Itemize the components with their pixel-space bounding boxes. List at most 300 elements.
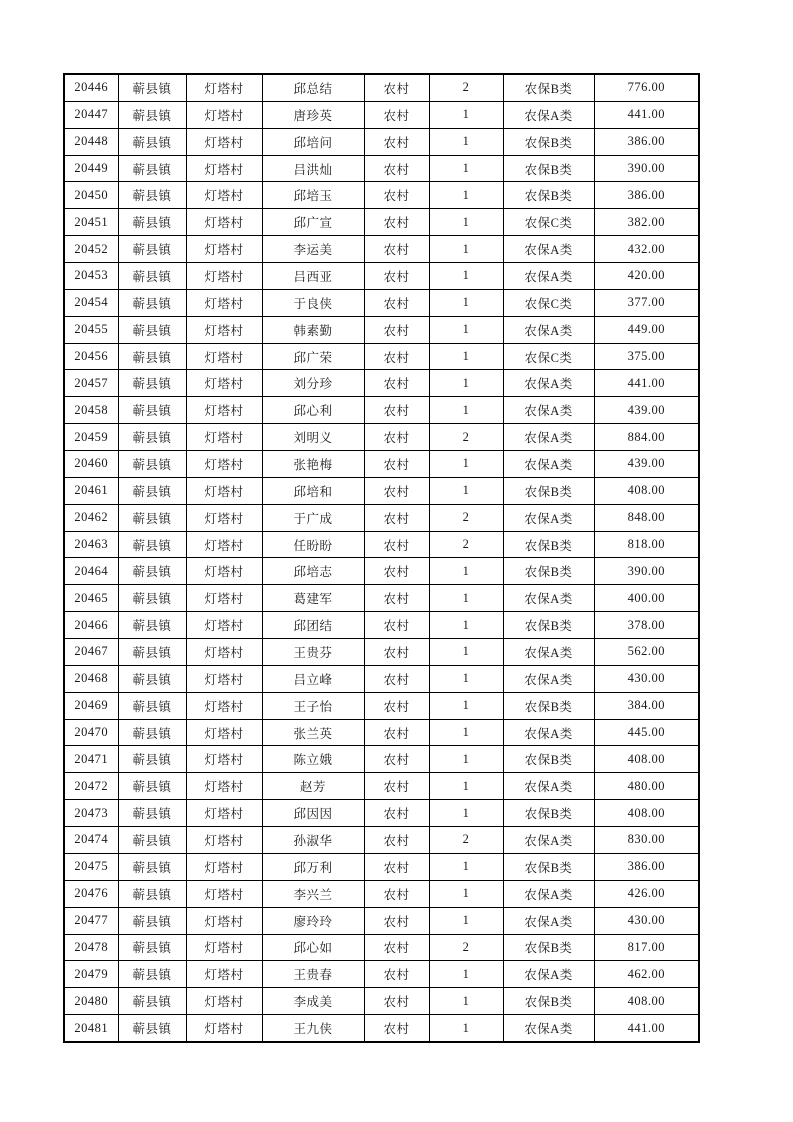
cell-count: 1 [429,370,503,397]
cell-town: 蕲县镇 [118,424,186,451]
cell-insurance_type: 农保A类 [503,316,594,343]
cell-category: 农村 [364,746,429,773]
cell-name: 张艳梅 [262,451,364,478]
cell-amount: 386.00 [594,182,699,209]
cell-town: 蕲县镇 [118,128,186,155]
cell-category: 农村 [364,1015,429,1042]
cell-village: 灯塔村 [186,531,262,558]
cell-count: 1 [429,155,503,182]
cell-amount: 386.00 [594,853,699,880]
cell-name: 王贵芬 [262,639,364,666]
cell-name: 李运美 [262,236,364,263]
cell-count: 1 [429,853,503,880]
cell-count: 1 [429,988,503,1015]
cell-amount: 430.00 [594,907,699,934]
cell-amount: 400.00 [594,585,699,612]
table-row [64,800,699,827]
cell-id: 20470 [64,719,118,746]
cell-count: 1 [429,236,503,263]
cell-name: 刘分珍 [262,370,364,397]
cell-town: 蕲县镇 [118,531,186,558]
cell-amount: 449.00 [594,316,699,343]
cell-id: 20471 [64,746,118,773]
cell-amount: 382.00 [594,209,699,236]
cell-village: 灯塔村 [186,370,262,397]
cell-category: 农村 [364,289,429,316]
cell-amount: 408.00 [594,746,699,773]
cell-count: 1 [429,639,503,666]
table-row [64,907,699,934]
cell-category: 农村 [364,128,429,155]
cell-count: 1 [429,209,503,236]
cell-insurance_type: 农保B类 [503,692,594,719]
cell-id: 20464 [64,558,118,585]
cell-village: 灯塔村 [186,1015,262,1042]
cell-category: 农村 [364,370,429,397]
cell-amount: 426.00 [594,880,699,907]
cell-village: 灯塔村 [186,773,262,800]
cell-category: 农村 [364,504,429,531]
cell-category: 农村 [364,451,429,478]
cell-town: 蕲县镇 [118,907,186,934]
cell-insurance_type: 农保B类 [503,128,594,155]
cell-insurance_type: 农保B类 [503,558,594,585]
cell-village: 灯塔村 [186,800,262,827]
cell-count: 2 [429,934,503,961]
table-row [64,289,699,316]
cell-amount: 432.00 [594,236,699,263]
cell-village: 灯塔村 [186,988,262,1015]
cell-id: 20447 [64,101,118,128]
cell-town: 蕲县镇 [118,692,186,719]
cell-id: 20457 [64,370,118,397]
cell-id: 20469 [64,692,118,719]
table-row [64,719,699,746]
cell-id: 20477 [64,907,118,934]
table-row [64,585,699,612]
cell-id: 20468 [64,665,118,692]
cell-name: 刘明义 [262,424,364,451]
cell-id: 20459 [64,424,118,451]
cell-village: 灯塔村 [186,907,262,934]
cell-id: 20472 [64,773,118,800]
cell-amount: 439.00 [594,451,699,478]
cell-town: 蕲县镇 [118,1015,186,1042]
cell-category: 农村 [364,934,429,961]
cell-count: 1 [429,907,503,934]
cell-insurance_type: 农保A类 [503,424,594,451]
cell-count: 2 [429,74,503,101]
cell-amount: 408.00 [594,988,699,1015]
table-row [64,961,699,988]
table-row [64,451,699,478]
cell-town: 蕲县镇 [118,370,186,397]
cell-town: 蕲县镇 [118,961,186,988]
cell-village: 灯塔村 [186,612,262,639]
cell-name: 邱因因 [262,800,364,827]
cell-insurance_type: 农保A类 [503,263,594,290]
cell-town: 蕲县镇 [118,504,186,531]
cell-id: 20478 [64,934,118,961]
cell-amount: 386.00 [594,128,699,155]
cell-village: 灯塔村 [186,182,262,209]
cell-count: 1 [429,773,503,800]
cell-name: 邱广宣 [262,209,364,236]
cell-category: 农村 [364,209,429,236]
cell-village: 灯塔村 [186,74,262,101]
cell-insurance_type: 农保A类 [503,1015,594,1042]
cell-amount: 480.00 [594,773,699,800]
cell-village: 灯塔村 [186,961,262,988]
table-row [64,128,699,155]
cell-name: 吕立峰 [262,665,364,692]
cell-amount: 408.00 [594,477,699,504]
cell-name: 孙淑华 [262,827,364,854]
cell-name: 邱心如 [262,934,364,961]
cell-village: 灯塔村 [186,827,262,854]
cell-id: 20473 [64,800,118,827]
cell-village: 灯塔村 [186,289,262,316]
cell-id: 20462 [64,504,118,531]
cell-count: 1 [429,612,503,639]
cell-category: 农村 [364,531,429,558]
cell-village: 灯塔村 [186,558,262,585]
cell-amount: 420.00 [594,263,699,290]
cell-count: 1 [429,477,503,504]
cell-count: 2 [429,504,503,531]
cell-insurance_type: 农保A类 [503,773,594,800]
cell-village: 灯塔村 [186,424,262,451]
cell-category: 农村 [364,424,429,451]
cell-amount: 384.00 [594,692,699,719]
cell-count: 1 [429,182,503,209]
cell-amount: 848.00 [594,504,699,531]
cell-id: 20480 [64,988,118,1015]
cell-amount: 830.00 [594,827,699,854]
cell-count: 1 [429,880,503,907]
cell-category: 农村 [364,74,429,101]
cell-category: 农村 [364,101,429,128]
cell-category: 农村 [364,665,429,692]
cell-id: 20455 [64,316,118,343]
cell-insurance_type: 农保B类 [503,182,594,209]
cell-name: 吕洪灿 [262,155,364,182]
cell-village: 灯塔村 [186,209,262,236]
cell-village: 灯塔村 [186,155,262,182]
cell-amount: 817.00 [594,934,699,961]
cell-town: 蕲县镇 [118,612,186,639]
cell-name: 吕西亚 [262,263,364,290]
table-row [64,558,699,585]
cell-category: 农村 [364,155,429,182]
cell-insurance_type: 农保B类 [503,800,594,827]
cell-insurance_type: 农保A类 [503,639,594,666]
cell-id: 20450 [64,182,118,209]
cell-count: 1 [429,397,503,424]
cell-id: 20458 [64,397,118,424]
table-row [64,74,699,101]
cell-town: 蕲县镇 [118,236,186,263]
cell-category: 农村 [364,612,429,639]
cell-town: 蕲县镇 [118,263,186,290]
cell-id: 20451 [64,209,118,236]
cell-id: 20475 [64,853,118,880]
cell-town: 蕲县镇 [118,101,186,128]
cell-town: 蕲县镇 [118,182,186,209]
cell-village: 灯塔村 [186,934,262,961]
cell-insurance_type: 农保A类 [503,451,594,478]
cell-village: 灯塔村 [186,397,262,424]
cell-name: 于广成 [262,504,364,531]
table-row [64,612,699,639]
cell-name: 邱培志 [262,558,364,585]
cell-village: 灯塔村 [186,316,262,343]
cell-town: 蕲县镇 [118,746,186,773]
cell-amount: 884.00 [594,424,699,451]
cell-category: 农村 [364,961,429,988]
cell-count: 1 [429,451,503,478]
cell-name: 邱培问 [262,128,364,155]
cell-insurance_type: 农保A类 [503,961,594,988]
cell-count: 2 [429,827,503,854]
cell-village: 灯塔村 [186,665,262,692]
cell-town: 蕲县镇 [118,639,186,666]
cell-town: 蕲县镇 [118,827,186,854]
cell-name: 廖玲玲 [262,907,364,934]
cell-insurance_type: 农保A类 [503,827,594,854]
cell-id: 20448 [64,128,118,155]
cell-amount: 375.00 [594,343,699,370]
cell-town: 蕲县镇 [118,289,186,316]
cell-id: 20454 [64,289,118,316]
cell-category: 农村 [364,719,429,746]
cell-village: 灯塔村 [186,343,262,370]
cell-village: 灯塔村 [186,451,262,478]
cell-name: 李兴兰 [262,880,364,907]
cell-count: 1 [429,343,503,370]
cell-amount: 441.00 [594,1015,699,1042]
cell-category: 农村 [364,827,429,854]
cell-id: 20452 [64,236,118,263]
cell-village: 灯塔村 [186,585,262,612]
table-row [64,934,699,961]
cell-count: 1 [429,692,503,719]
cell-name: 邱总结 [262,74,364,101]
cell-insurance_type: 农保B类 [503,74,594,101]
table-row [64,209,699,236]
cell-insurance_type: 农保C类 [503,289,594,316]
cell-category: 农村 [364,585,429,612]
cell-village: 灯塔村 [186,853,262,880]
cell-name: 陈立娥 [262,746,364,773]
cell-id: 20466 [64,612,118,639]
cell-town: 蕲县镇 [118,558,186,585]
cell-town: 蕲县镇 [118,934,186,961]
cell-name: 王九侠 [262,1015,364,1042]
cell-insurance_type: 农保A类 [503,101,594,128]
cell-name: 王贵春 [262,961,364,988]
cell-name: 唐珍英 [262,101,364,128]
cell-village: 灯塔村 [186,477,262,504]
cell-count: 1 [429,558,503,585]
table-row [64,155,699,182]
cell-insurance_type: 农保B类 [503,853,594,880]
table-row [64,827,699,854]
table-row [64,236,699,263]
cell-village: 灯塔村 [186,263,262,290]
cell-category: 农村 [364,397,429,424]
cell-town: 蕲县镇 [118,316,186,343]
cell-insurance_type: 农保A类 [503,504,594,531]
cell-insurance_type: 农保B类 [503,934,594,961]
cell-village: 灯塔村 [186,236,262,263]
cell-name: 任盼盼 [262,531,364,558]
cell-id: 20474 [64,827,118,854]
cell-id: 20479 [64,961,118,988]
cell-town: 蕲县镇 [118,397,186,424]
cell-category: 农村 [364,316,429,343]
cell-town: 蕲县镇 [118,853,186,880]
cell-count: 1 [429,263,503,290]
cell-town: 蕲县镇 [118,880,186,907]
cell-id: 20465 [64,585,118,612]
cell-id: 20481 [64,1015,118,1042]
table-row [64,639,699,666]
cell-name: 于良侠 [262,289,364,316]
cell-town: 蕲县镇 [118,74,186,101]
table-row [64,880,699,907]
cell-insurance_type: 农保A类 [503,880,594,907]
cell-amount: 430.00 [594,665,699,692]
table-row [64,746,699,773]
cell-amount: 439.00 [594,397,699,424]
cell-amount: 776.00 [594,74,699,101]
table-row [64,316,699,343]
cell-village: 灯塔村 [186,880,262,907]
cell-name: 邱心利 [262,397,364,424]
table-row [64,504,699,531]
cell-category: 农村 [364,639,429,666]
cell-insurance_type: 农保B类 [503,531,594,558]
cell-amount: 378.00 [594,612,699,639]
cell-count: 2 [429,424,503,451]
cell-village: 灯塔村 [186,746,262,773]
cell-category: 农村 [364,907,429,934]
cell-category: 农村 [364,880,429,907]
cell-village: 灯塔村 [186,504,262,531]
cell-count: 2 [429,531,503,558]
cell-name: 邱广荣 [262,343,364,370]
cell-category: 农村 [364,692,429,719]
cell-count: 1 [429,585,503,612]
cell-insurance_type: 农保A类 [503,907,594,934]
cell-amount: 441.00 [594,101,699,128]
cell-amount: 818.00 [594,531,699,558]
table-row [64,343,699,370]
cell-insurance_type: 农保B类 [503,477,594,504]
cell-insurance_type: 农保B类 [503,155,594,182]
table-row [64,182,699,209]
cell-id: 20453 [64,263,118,290]
cell-insurance_type: 农保B类 [503,612,594,639]
beneficiary-table-body [64,74,699,1042]
cell-name: 韩素勤 [262,316,364,343]
cell-count: 1 [429,101,503,128]
cell-id: 20463 [64,531,118,558]
table-row [64,665,699,692]
cell-category: 农村 [364,988,429,1015]
cell-name: 赵芳 [262,773,364,800]
cell-id: 20460 [64,451,118,478]
cell-id: 20449 [64,155,118,182]
cell-insurance_type: 农保C类 [503,209,594,236]
table-row [64,477,699,504]
cell-count: 1 [429,746,503,773]
cell-category: 农村 [364,343,429,370]
cell-amount: 562.00 [594,639,699,666]
beneficiary-table [63,73,700,1043]
table-row [64,370,699,397]
cell-category: 农村 [364,558,429,585]
cell-count: 1 [429,961,503,988]
cell-town: 蕲县镇 [118,155,186,182]
cell-count: 1 [429,1015,503,1042]
table-row [64,853,699,880]
cell-town: 蕲县镇 [118,800,186,827]
cell-amount: 377.00 [594,289,699,316]
cell-id: 20476 [64,880,118,907]
cell-insurance_type: 农保B类 [503,988,594,1015]
cell-town: 蕲县镇 [118,585,186,612]
cell-id: 20456 [64,343,118,370]
cell-insurance_type: 农保A类 [503,397,594,424]
cell-village: 灯塔村 [186,639,262,666]
cell-amount: 408.00 [594,800,699,827]
cell-town: 蕲县镇 [118,209,186,236]
cell-name: 邱团结 [262,612,364,639]
cell-category: 农村 [364,800,429,827]
table-row [64,988,699,1015]
cell-village: 灯塔村 [186,101,262,128]
cell-amount: 462.00 [594,961,699,988]
cell-category: 农村 [364,182,429,209]
cell-category: 农村 [364,263,429,290]
cell-category: 农村 [364,477,429,504]
cell-category: 农村 [364,773,429,800]
table-row [64,773,699,800]
cell-village: 灯塔村 [186,719,262,746]
cell-town: 蕲县镇 [118,343,186,370]
cell-id: 20461 [64,477,118,504]
cell-amount: 445.00 [594,719,699,746]
table-row [64,397,699,424]
cell-town: 蕲县镇 [118,451,186,478]
table-row [64,531,699,558]
cell-category: 农村 [364,236,429,263]
cell-category: 农村 [364,853,429,880]
cell-insurance_type: 农保C类 [503,343,594,370]
cell-id: 20446 [64,74,118,101]
table-row [64,263,699,290]
table-row [64,692,699,719]
table-row [64,101,699,128]
cell-name: 邱万利 [262,853,364,880]
cell-insurance_type: 农保A类 [503,665,594,692]
cell-insurance_type: 农保A类 [503,370,594,397]
cell-town: 蕲县镇 [118,719,186,746]
table-row [64,1015,699,1042]
cell-count: 1 [429,128,503,155]
